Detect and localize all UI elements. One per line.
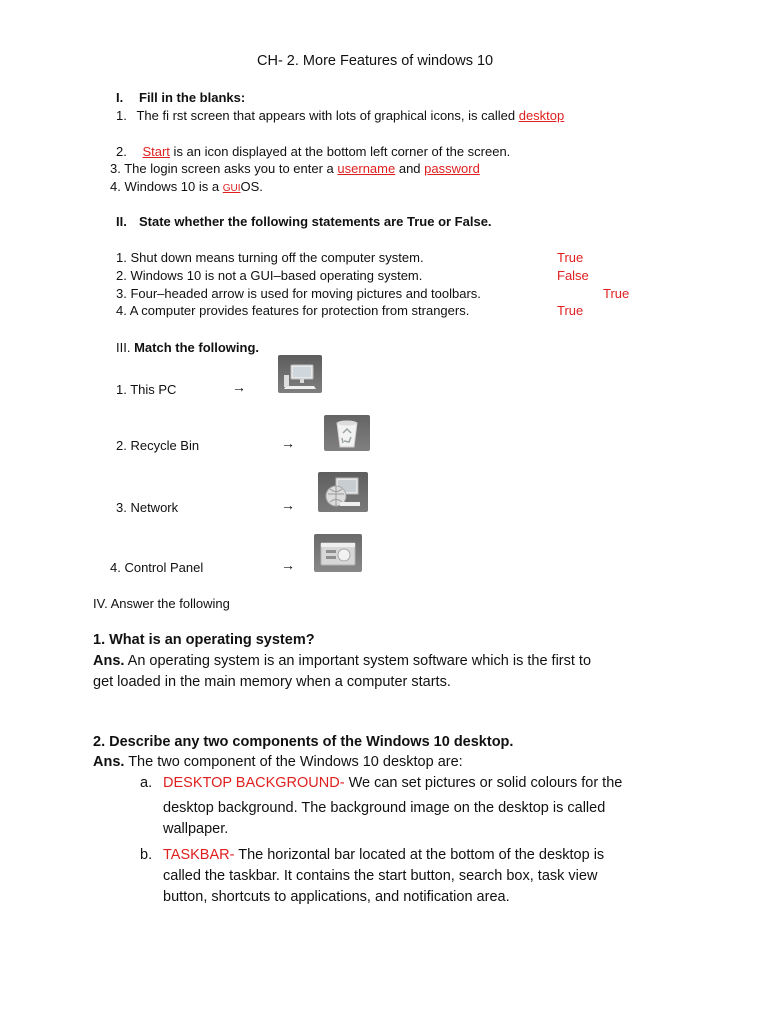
point-a-text: We can set pictures or solid colours for the xyxy=(344,775,623,791)
tf-item-4: 4. A computer provides features for protection from strangers. xyxy=(116,303,470,318)
point-b-line-1 xyxy=(163,847,604,863)
section-3-heading-row xyxy=(116,340,259,355)
fill-q1-answer: desktop xyxy=(518,108,565,123)
point-b-marker: b. xyxy=(140,847,153,863)
match-label-3: 3. Network xyxy=(116,500,179,515)
section-2-heading: State whether the following statements are True or False. xyxy=(139,214,492,229)
point-a-line-1 xyxy=(163,775,622,791)
point-a-line-2: desktop background. The background image on the desktop is called xyxy=(163,800,606,816)
fill-q1 xyxy=(116,108,564,123)
match-label-1: 1. This PC xyxy=(116,382,177,397)
match-arrow-1: → xyxy=(232,379,246,395)
point-b-text: The horizontal bar located at the bottom of the desktop is xyxy=(234,847,605,863)
computer-icon xyxy=(278,355,322,393)
tf-item-1: 1. Shut down means turning off the computer system. xyxy=(116,250,424,265)
answer-1-label: Ans. xyxy=(93,653,125,669)
point-a-line-3: wallpaper. xyxy=(163,821,229,837)
match-arrow-2: → xyxy=(281,435,295,451)
match-arrow-4: → xyxy=(281,557,295,573)
section-4-heading: IV. Answer the following xyxy=(93,596,230,611)
fill-q3 xyxy=(110,161,480,176)
fill-q4 xyxy=(110,179,263,194)
tf-answer-4: True xyxy=(557,303,584,318)
fill-q4-text: 4. Windows 10 is a xyxy=(110,179,220,194)
section-3-heading: Match the following. xyxy=(134,340,260,355)
point-b-line-3: button, shortcuts to applications, and notification area. xyxy=(163,889,510,905)
fill-q3-answer-1: username xyxy=(337,161,396,176)
answer-1-line-2: get loaded in the main memory when a computer starts. xyxy=(93,674,451,690)
fill-q1-text: The fi rst screen that appears with lots of graphical icons, is called xyxy=(136,108,516,123)
point-a-term: DESKTOP BACKGROUND- xyxy=(163,775,345,791)
answer-2-intro xyxy=(93,754,463,770)
tf-item-2: 2. Windows 10 is not a GUI–based operating system. xyxy=(116,268,423,283)
fill-q2-answer: Start xyxy=(142,144,170,159)
match-arrow-3: → xyxy=(281,497,295,513)
fill-q3-answer-2: password xyxy=(424,161,480,176)
tf-answer-1: True xyxy=(557,250,584,265)
answer-1-line-1 xyxy=(93,653,591,669)
point-a-marker: a. xyxy=(140,775,153,791)
fill-q3-text: 3. The login screen asks you to enter a xyxy=(110,161,334,176)
section-3-number: III. xyxy=(116,340,131,355)
fill-q2-number: 2. xyxy=(116,144,127,159)
fill-q1-number: 1. xyxy=(116,108,127,123)
section-1-number: I. xyxy=(116,90,124,105)
tf-answer-2: False xyxy=(557,268,589,283)
fill-q2 xyxy=(116,144,510,159)
answer-2-label: Ans. xyxy=(93,754,125,770)
fill-q3-and: and xyxy=(398,161,421,176)
question-1: 1. What is an operating system? xyxy=(93,632,315,648)
tf-answer-3: True xyxy=(603,286,630,301)
point-b-term: TASKBAR- xyxy=(163,847,235,863)
section-2-number: II. xyxy=(116,214,127,229)
answer-2-text: The two component of the Windows 10 desktop are: xyxy=(124,754,463,770)
fill-q4-answer: GUI xyxy=(222,183,241,194)
fill-q4-end: OS. xyxy=(240,179,263,194)
page-title: CH- 2. More Features of windows 10 xyxy=(257,53,494,69)
question-2: 2. Describe any two components of the Windows 10 desktop. xyxy=(93,734,514,750)
network-icon xyxy=(318,472,368,512)
answer-1-text: An operating system is an important system software which is the first to xyxy=(124,653,592,669)
tf-item-3: 3. Four–headed arrow is used for moving pictures and toolbars. xyxy=(116,286,481,301)
fill-q2-text: is an icon displayed at the bottom left corner of the screen. xyxy=(169,144,511,159)
control-panel-icon xyxy=(314,534,362,572)
section-1-heading: Fill in the blanks: xyxy=(139,90,246,105)
match-label-2: 2. Recycle Bin xyxy=(116,438,200,453)
recycle-bin-icon xyxy=(324,415,370,451)
match-label-4: 4. Control Panel xyxy=(110,560,204,575)
point-b-line-2: called the taskbar. It contains the start button, search box, task view xyxy=(163,868,598,884)
